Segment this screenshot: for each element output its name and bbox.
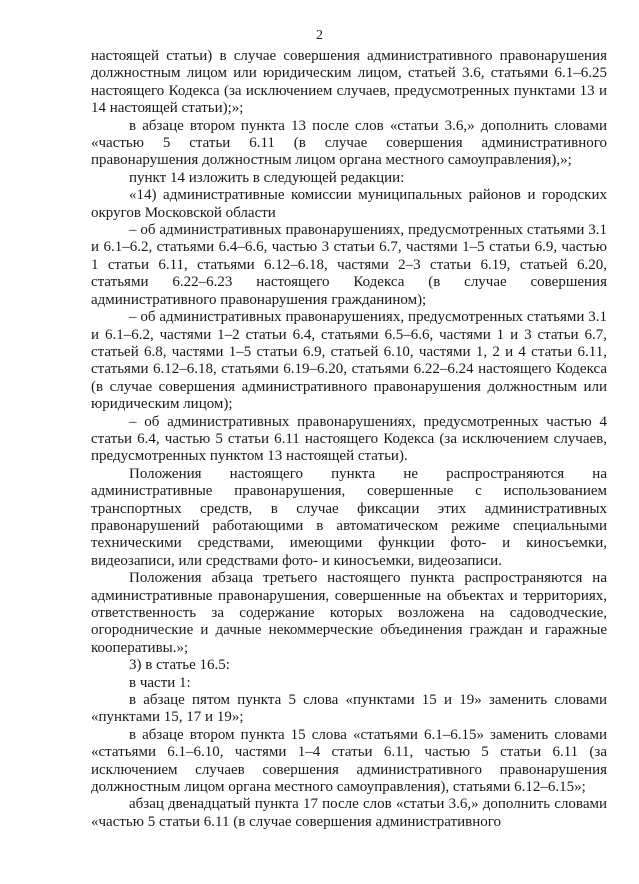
paragraph: в абзаце пятом пункта 5 слова «пунктами 15 и 19» заменить словами «пунктами 15, 17 и 19»; (91, 692, 607, 726)
page-number: 2 (316, 28, 323, 43)
paragraph: абзац двенадцатый пункта 17 после слов «статьи 3.6,» дополнить словами «частью 5 статьи 6.11 (в случае совершения административного (91, 796, 607, 830)
paragraph: – об административных правонарушениях, предусмотренных частью 4 статьи 6.4, частью 5 статьи 6.11 настоящего Кодекса (за исключением случаев, предусмотренных пунктом 13 настоящей статьи). (91, 413, 607, 465)
paragraph: 3) в статье 16.5: (129, 657, 230, 674)
paragraph: «14) административные комиссии муниципальных районов и городских округов Московской области (91, 187, 607, 221)
paragraph: – об административных правонарушениях, предусмотренных статьями 3.1 и 6.1–6.2, статьями 6.4–6.6, частью 3 статьи 6.7, частями 1–5 статьи 6.9, частью 1 статьи 6.11, статьями 6.12–6.18, частями 2–3 статьи 6.19, статьей 6.20, статьями 6.22–6.23 настоящего Кодекса (в случае совершения административного правонарушения гражданином); (91, 222, 607, 308)
paragraph: в части 1: (129, 674, 191, 691)
paragraph: настоящей статьи) в случае совершения административного правонарушения должностным лицом или юридическим лицом, статьей 3.6, статьями 6.1–6.25 настоящего Кодекса (за исключением случаев, предусмотренных пунктами 13 и 14 настоящей статьи);»; (91, 48, 607, 117)
document-body (91, 48, 607, 831)
paragraph: в абзаце втором пункта 13 после слов «статьи 3.6,» дополнить словами «частью 5 статьи 6.11 (в случае совершения административного правонарушения должностным лицом органа местного самоуправления),»; (91, 117, 607, 169)
paragraph: Положения настоящего пункта не распространяются на административные правонарушения, совершенные с использованием транспортных средств, в случае фиксации этих административных правонарушений работающими в автоматическом режиме специальными техническими средствами, имеющими функции фото- и киносъемки, видеозаписи, или средствами фото- и киносъемки, видеозаписи. (91, 465, 607, 569)
paragraph: Положения абзаца третьего настоящего пункта распространяются на административные правонарушения, совершенные на объектах и территориях, ответственность за содержание которых возложена на садоводческие, огороднические и дачные некоммерческие объединения граждан и гаражные кооперативы.»; (91, 570, 607, 656)
paragraph: в абзаце втором пункта 15 слова «статьями 6.1–6.15» заменить словами «статьями 6.1–6.10, частями 1–4 статьи 6.11, частью 5 статьи 6.11 (за исключением случаев совершения административного правонарушения должностным лицом органа местного самоуправления), статьями 6.12–6.15»; (91, 726, 607, 796)
paragraph: – об административных правонарушениях, предусмотренных статьями 3.1 и 6.1–6.2, частями 1–2 статьи 6.4, статьями 6.5–6.6, частями 1 и 3 статьи 6.7, статьей 6.8, частями 1–5 статьи 6.9, статьей 6.10, частями 1, 2 и 4 статьи 6.11, статьями 6.12–6.18, статьями 6.19–6.20, статьями 6.22–6.24 настоящего Кодекса (в случае совершения административного правонарушения должностным или юридическим лицом); (91, 309, 607, 413)
paragraph: пункт 14 изложить в следующей редакции: (129, 169, 405, 186)
